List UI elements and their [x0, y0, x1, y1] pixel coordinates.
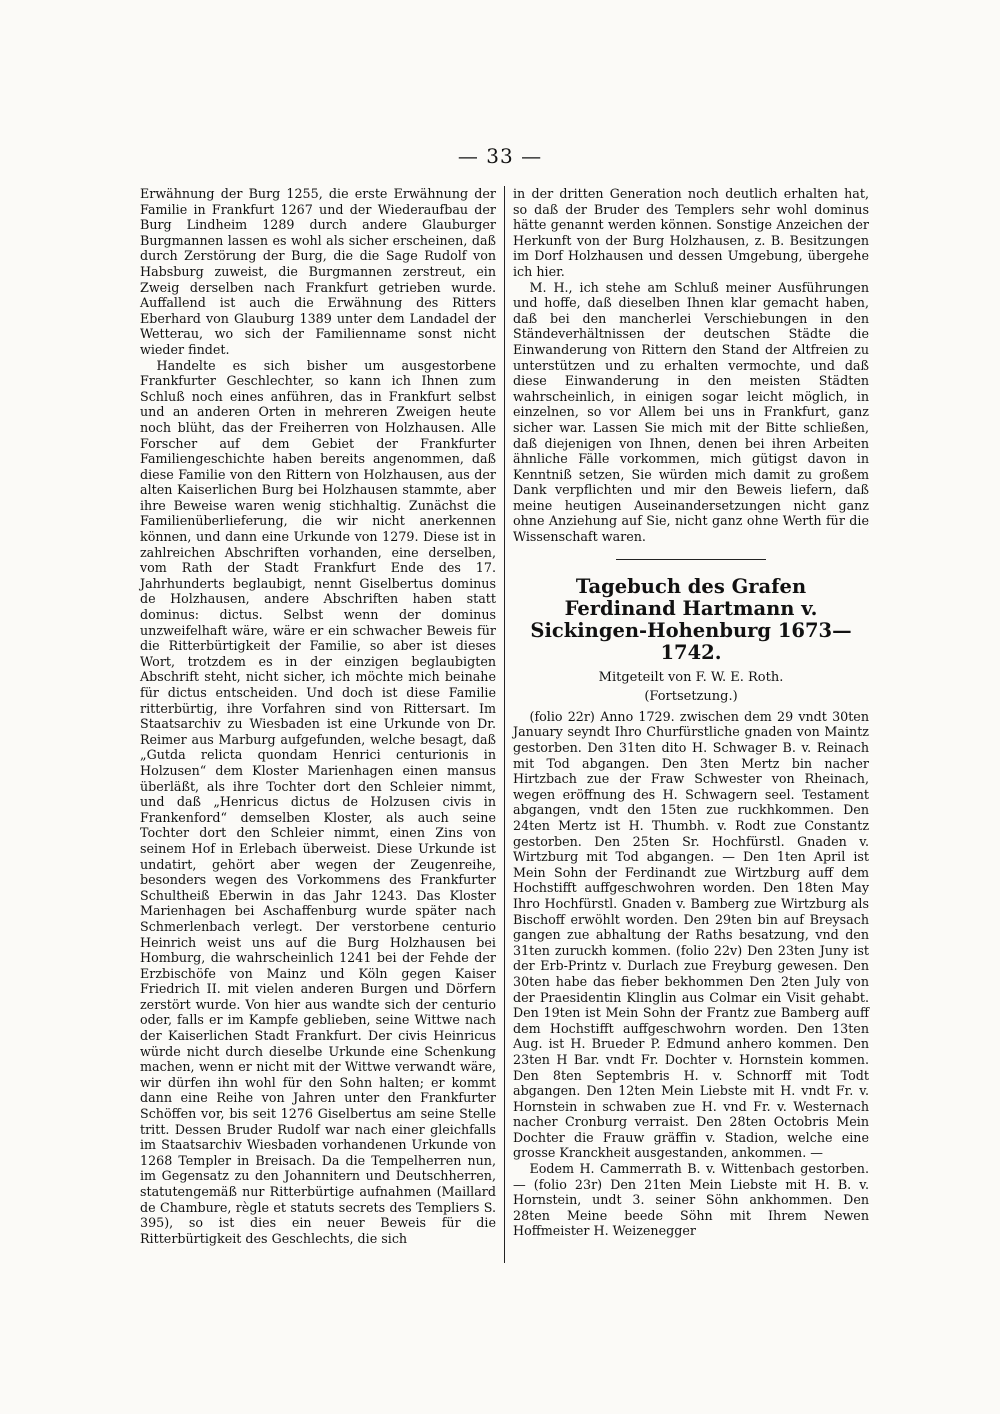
- paragraph: (folio 22r) Anno 1729. zwischen dem 29 vndt 30ten January seyndt Ihro Churfürstliche gnaden von Maintz gestorben. Den 31ten dito H. Schwager B. v. Reinach mit Tod abgangen. Den 3ten Mertz bin nacher Hirtzbach zue der Fraw Schwester von Rheinach, wegen eröffnung des H. Schwagern seel. Testament abgangen, vndt den 15ten zue ruckhkommen. Den 24ten Mertz ist H. Thumbh. v. Rodt zue Constantz gestorben. Den 25ten Sr. Hochfürstl. Gnaden v. Wirtzburg mit Tod abgangen. — Den 1ten April ist Mein Sohn der Ferdinandt zue Wirtzburg auff dem Hochstifft auffgeschwohren worden. Den 18ten May Ihro Hochfürstl. Gnaden v. Bamberg zue Wirtzburg als Bischoff erwöhlt worden. Den 29ten bin auf Breysach gangen zue abhaltung der Raths besatzung, vnd den 31ten zuruckh kommen. (folio 22v) Den 23ten Juny ist der Erb-Printz v. Durlach zue Freyburg gewesen. Den 30ten habe das fieber bekhommen Den 2ten July von der Praesidentin Klinglin aus Colmar ein Visit gehabt. Den 19ten ist Mein Sohn der Frantz zue Bamberg auff dem Hochstifft auffgeschwohrn worden. Den 13ten Aug. ist H. Brueder P. Edmund anhero kommen. Den 23ten H Bar. vndt Fr. Dochter v. Hornstein kommen. Den 8ten Septembris H. v. Schnorff mit Todt abgangen. Den 12ten Mein Liebste mit H. vndt Fr. v. Hornstein in schwaben zue H. vnd Fr. v. Westernach nacher Cronburg verraist. Den 28ten Octobris Mein Dochter die Frauw gräffin v. Stadion, welche eine grosse Kranckheit ausgestanden, ankommen. —: [513, 708, 869, 1161]
- column-divider: [504, 186, 505, 1263]
- paragraph: Handelte es sich bisher um ausgestorbene Frankfurter Geschlechter, so kann ich Ihnen zum Schluß noch eines anführen, das in Frankfurt selbst und an anderen Orten in mehreren Zweigen heute noch blüht, das der Freiherren von Holzhausen. Alle Forscher auf dem Gebiet der Frankfurter Familiengeschichte haben bereits angenommen, daß diese Familie von den Rittern von Holzhausen, aus der alten Kaiserlichen Burg bei Holzhausen stammte, aber ihre Beweise waren wenig stichhaltig. Zunächst die Familienüberlieferung, die wir nicht anerkennen können, und dann eine Urkunde von 1279. Diese ist in zahlreichen Abschriften vorhanden, eine derselben, vom Rath der Stadt Frankfurt Ende des 17. Jahrhunderts beglaubigt, nennt Giselbertus dominus de Holzhausen, andere Abschriften haben statt dominus: dictus. Selbst wenn der dominus unzweifelhaft wäre, wäre er ein schwacher Beweis für die Ritterbürtigkeit der Familie, so aber ist dieses Wort, trotzdem es in der einzigen beglaubigten Abschrift steht, nicht sicher, ich möchte mich beinahe für dictus entscheiden. Und doch ist diese Familie ritterbürtig, ihre Vorfahren sind von Rittersart. Im Staatsarchiv zu Wiesbaden ist eine Urkunde von Dr. Reimer aus Marburg aufgefunden, welche besagt, daß „Gutda relicta quondam Henrici centurionis in Holzusen“ dem Kloster Marienhagen einen mansus überläßt, als ihre Tochter dort den Schleier nimmt, und daß „Henricus dictus de Holzusen civis in Frankenford“ demselben Kloster, als auch seine Tochter dort den Schleier nimmt, einen Zins von seinem Hof in Erlebach überweist. Diese Urkunde ist undatirt, gehört aber wegen der Zeugenreihe, besonders wegen des Vorkommens des Frankfurter Schultheiß Eberwin in das Jahr 1243. Das Kloster Marienhagen bei Aschaffenburg wurde später nach Schmerlenbach verlegt. Der verstorbene centurio Heinrich weist uns auf die Burg Holzhausen bei Homburg, die wahrscheinlich 1241 bei der Fehde der Erzbischöfe von Mainz und Köln gegen Kaiser Friedrich II. mit vielen anderen Burgen und Dörfern zerstört wurde. Von hier aus wandte sich der centurio oder, falls er im Kampfe geblieben, seine Wittwe nach der Kaiserlichen Stadt Frankfurt. Der civis Heinricus würde nicht durch dieselbe Urkunde eine Schenkung machen, wenn er nicht mit der Wittwe verwandt wäre, wir dürfen ihn wohl für den Sohn halten; er kommt dann eine Reihe von Jahren unter den Frankfurter Schöffen vor, bis seit 1276 Giselbertus am seine Stelle tritt. Dessen Bruder Rudolf war nach einer gleichfalls im Staatsarchiv Wiesbaden vorhandenen Urkunde von 1268 Templer in Breisach. Da die Tempelherren nun, im Gegensatz zu den Johannitern und Deutschherren, statutengemäß nur Ritterbürtige aufnahmen (Maillard de Chambure, règle et statuts secrets des Templiers S. 395), so ist dies ein neuer Beweis für die Ritterbürtigkeit des Geschlechts, die sich: [140, 357, 496, 1246]
- page-number: — 33 —: [457, 144, 543, 168]
- paragraph: M. H., ich stehe am Schluß meiner Ausführungen und hoffe, daß dieselben Ihnen klar gemacht haben, daß bei den mancherlei Verschiebungen in den Ständeverhältnissen der deutschen Städte die Einwanderung von Rittern den Stand der Altfreien zu unterstützen und zu erhalten vermochte, und daß diese Einwanderung in den meisten Städten wahrscheinlich, in einigen sogar leicht möglich, in einzelnen, so vor Allem bei uns in Frankfurt, ganz sicher war. Lassen Sie mich mit der Bitte schließen, daß diejenigen von Ihnen, denen bei ihren Arbeiten ähnliche Fälle vorkommen, mich gütigst davon in Kenntniß setzen, Sie würden mich damit zu großem Dank verpflichten und mir den Beweis liefern, daß meine heutigen Auseinandersetzungen nicht ganz ohne Anziehung auf Sie, nicht ganz ohne Werth für die Wissenschaft waren.: [513, 279, 869, 545]
- article-title: Tagebuch des Grafen Ferdinand Hartmann v. Sickingen-Hohenburg 1673—1742.: [530, 574, 852, 664]
- paragraph: Eodem H. Cammerrath B. v. Wittenbach gestorben. — (folio 23r) Den 21ten Mein Liebste mit H. B. v. Hornstein, undt 3. seiner Söhn ankhommen. Den 28ten Meine beede Söhn mit Ihrem Newen Hoffmeister H. Weizenegger: [513, 1161, 869, 1239]
- paragraph: Erwähnung der Burg 1255, die erste Erwähnung der Familie in Frankfurt 1267 und der Wiederaufbau der Burg Lindheim 1289 durch andere Glauburger Burgmannen lassen es wohl als sicher erscheinen, daß durch Zerstörung der Burg, die die Sage Rudolf von Habsburg zuweist, die Burgmannen zerstreut, ein Zweig derselben nach Frankfurt getrieben wurde. Auffallend ist auch die Erwähnung des Ritters Eberhard von Glauburg 1389 unter dem Landadel der Wetterau, wo sich der Familienname sonst nicht wieder findet.: [140, 186, 496, 357]
- article-byline: Mitgeteilt von F. W. E. Roth.: [598, 669, 784, 685]
- right-column: [513, 186, 869, 1239]
- section-rule: [616, 559, 766, 560]
- left-column: [140, 186, 496, 1246]
- paragraph: in der dritten Generation noch deutlich erhalten hat, so daß der Bruder des Templers sehr wohl dominus hätte genannt werden können. Sonstige Anzeichen der Herkunft von der Burg Holzhausen, z. B. Besitzungen im Dorf Holzhausen und dessen Umgebung, übergehe ich hier.: [513, 186, 869, 279]
- continuation-note: (Fortsetzung.): [644, 689, 738, 705]
